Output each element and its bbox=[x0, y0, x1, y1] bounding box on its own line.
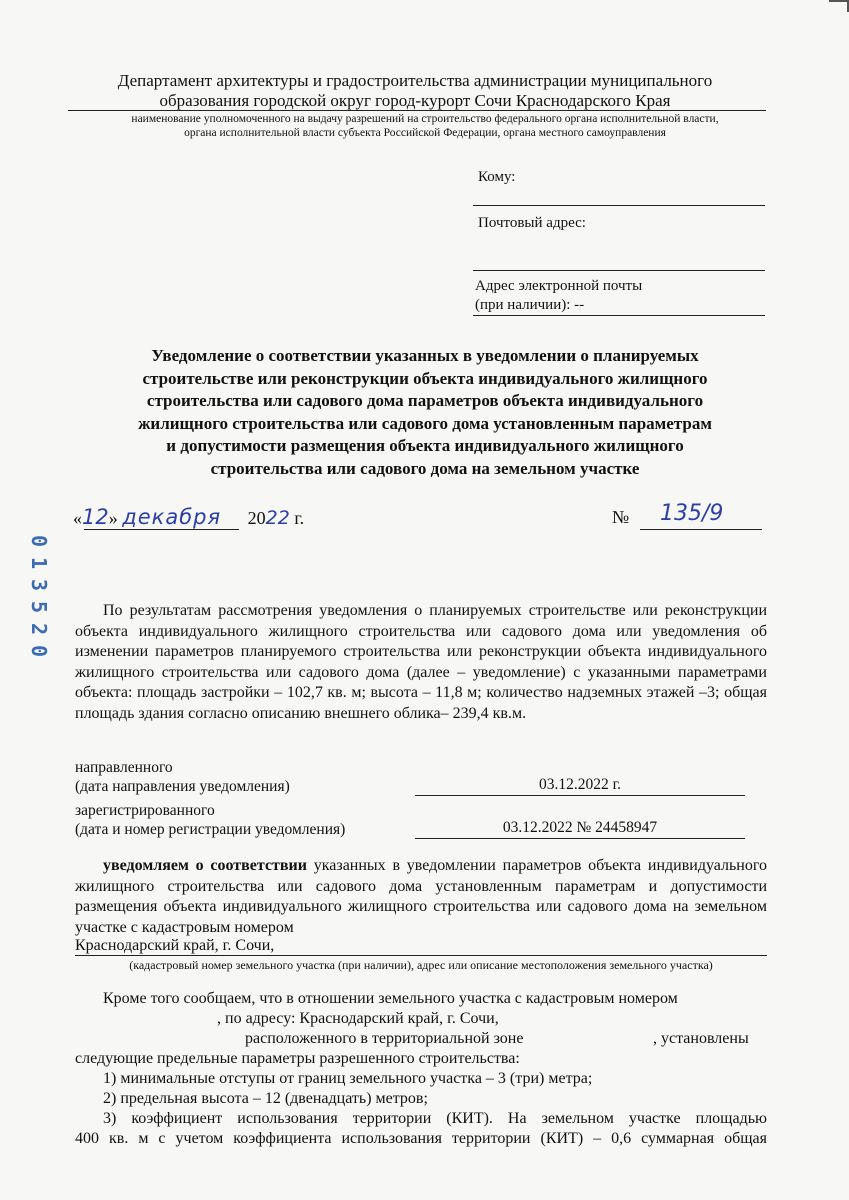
stamp-digit: 3 bbox=[27, 578, 51, 592]
para3-line4: следующие предельные параметры разрешенного строительства: bbox=[75, 1050, 520, 1067]
stamp-digit: 0 bbox=[27, 644, 51, 658]
to-label: Кому: bbox=[478, 169, 516, 185]
title-line: строительстве или реконструкции объекта индивидуального жилищного bbox=[142, 368, 708, 388]
date-field bbox=[73, 505, 304, 529]
notify-text: указанных в уведомлении параметров объекта индивидуального жилищного строительства или садового дома установленным параметрам и допустимости размещения объекта индивидуального жилищного строительства или садового дома на земельном участке с кадастровым номером bbox=[75, 857, 767, 936]
page-corner-mark bbox=[829, 0, 849, 12]
document-title bbox=[80, 345, 770, 480]
date-month: декабря bbox=[122, 505, 222, 529]
date-underline bbox=[84, 529, 239, 530]
registered-caption: (дата и номер регистрации уведомления) bbox=[75, 821, 346, 838]
registered-underline bbox=[415, 838, 745, 839]
address-underline bbox=[75, 955, 767, 956]
date-year-prefix: 20 bbox=[247, 508, 266, 528]
date-day: 12 bbox=[82, 505, 109, 529]
stamp-digit: 1 bbox=[27, 556, 51, 570]
title-line: Уведомление о соответствии указанных в уведомлении о планируемых bbox=[151, 346, 699, 365]
title-line: строительства или садового дома параметров объекта индивидуального bbox=[146, 391, 704, 410]
registration-stamp bbox=[28, 530, 50, 662]
postal-address-label: Почтовый адрес: bbox=[478, 215, 586, 231]
paragraph-results-text: По результатам рассмотрения уведомления о планируемых строительстве или реконструкции объекта индивидуального жилищного строительства или садового дома или уведомления об изменении параметров планируемого строительства или реконструкции объекта индивидуального жилищного строительства или садового дома (далее – уведомление) с указанными параметрами объекта: площадь застройки – 102,7 кв. м; высота – 11,8 м; количество надземных этажей –3; общая площадь здания согласно описанию внешнего облика– 239,4 кв.м. bbox=[75, 602, 767, 722]
email-label: Адрес электронной почты bbox=[475, 278, 643, 294]
sent-caption: (дата направления уведомления) bbox=[75, 778, 290, 795]
number-label: № bbox=[612, 507, 630, 527]
title-line: строительства или садового дома на земельном участке bbox=[210, 458, 640, 478]
sent-date-value: 03.12.2022 г. bbox=[538, 776, 622, 793]
list-item-3-line2: 400 кв. м с учетом коэффициента использования территории (КИТ) – 0,6 суммарная общая bbox=[75, 1130, 767, 1147]
list-item-3-line1: 3) коэффициент использования территории (КИТ). На земельном участке площадью bbox=[103, 1110, 767, 1127]
notify-bold-text: уведомляем о соответствии bbox=[103, 857, 307, 874]
title-line: жилищного строительства или садового дома установленным параметрам bbox=[138, 413, 712, 433]
org-underline bbox=[68, 110, 766, 111]
email-value: (при наличии): -- bbox=[475, 297, 585, 313]
date-year-unit: г. bbox=[294, 508, 305, 528]
date-quote-close: » bbox=[108, 508, 118, 528]
stamp-digit: 0 bbox=[27, 534, 51, 548]
paragraph-results bbox=[75, 601, 767, 724]
address-caption: (кадастровый номер земельного участка (при наличии), адрес или описание местоположения земельного участка) bbox=[129, 958, 713, 972]
stamp-digit: 5 bbox=[27, 600, 51, 614]
org-name-line1: Департамент архитектуры и градостроительства администрации муниципального bbox=[117, 71, 713, 90]
stamp-digit: 2 bbox=[27, 622, 51, 636]
para3-line1: Кроме того сообщаем, что в отношении земельного участка с кадастровым номером bbox=[103, 990, 678, 1007]
sent-label: направленного bbox=[75, 759, 173, 776]
para3-line2: , по адресу: Краснодарский край, г. Сочи, bbox=[217, 1010, 499, 1027]
registered-value: 03.12.2022 № 24458947 bbox=[502, 819, 658, 836]
date-quote-open: « bbox=[73, 508, 82, 528]
para3-line3: расположенного в территориальной зоне bbox=[245, 1030, 524, 1047]
list-item-1: 1) минимальные отступы от границ земельного участка – 3 (три) метра; bbox=[103, 1070, 593, 1087]
org-caption-line1: наименование уполномоченного на выдачу разрешений на строительство федерального органа исполнительной власти, bbox=[131, 113, 719, 125]
registered-label: зарегистрированного bbox=[75, 802, 215, 819]
org-name-line2: образования городской округ город-курорт Сочи Краснодарского Края bbox=[159, 91, 671, 110]
para3-line3-end: , установлены bbox=[653, 1030, 749, 1047]
title-line: и допустимости размещения объекта индивидуального жилищного bbox=[166, 436, 684, 455]
email-underline bbox=[473, 315, 765, 316]
address-line: Краснодарский край, г. Сочи, bbox=[75, 937, 275, 954]
org-caption-line2: органа исполнительной власти субъекта Российской Федерации, органа местного самоуправления bbox=[184, 127, 666, 139]
sent-underline bbox=[415, 795, 745, 796]
number-underline bbox=[640, 529, 762, 530]
paragraph-notify bbox=[75, 856, 767, 938]
postal-underline bbox=[473, 270, 765, 271]
to-underline bbox=[473, 205, 765, 206]
list-item-2: 2) предельная высота – 12 (двенадцать) метров; bbox=[103, 1090, 428, 1107]
number-value: 135/9 bbox=[660, 501, 724, 526]
date-year-suffix: 22 bbox=[265, 507, 290, 529]
